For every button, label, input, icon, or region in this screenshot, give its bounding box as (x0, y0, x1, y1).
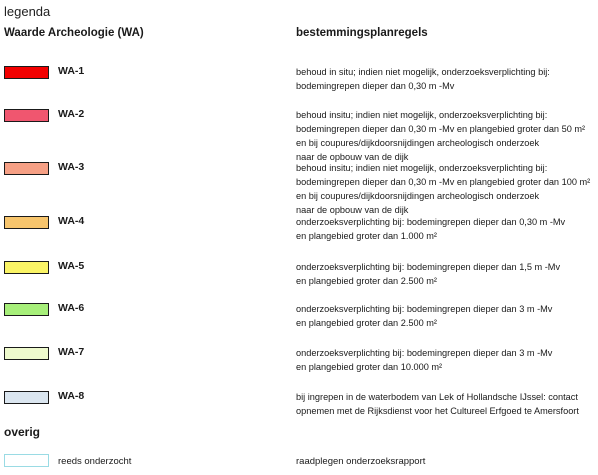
legend-rule (296, 161, 594, 217)
legend-rule (296, 346, 594, 374)
rule-line: behoud in situ; indien niet mogelijk, onderzoeksverplichting bij: (296, 67, 550, 77)
legend-swatch (4, 109, 49, 122)
column-heading-left: Waarde Archeologie (WA) (4, 27, 144, 39)
rule-line: en plangebied groter dan 10.000 m² (296, 362, 443, 372)
column-heading-right: bestemmingsplanregels (296, 27, 428, 39)
rule-line: en plangebied groter dan 2.500 m² (296, 318, 437, 328)
legend-rule (296, 65, 594, 93)
rule-line: onderzoeksverplichting bij: bodemingrepen dieper dan 1,5 m -Mv (296, 262, 561, 272)
rule-line: en bij coupures/dijkdoorsnijdingen archeologisch onderzoek (296, 138, 540, 148)
legend-swatch (4, 216, 49, 229)
legend-code: WA-4 (58, 215, 85, 227)
legend-code: WA-2 (58, 108, 85, 120)
rule-line: bodemingrepen dieper dan 0,30 m -Mv en plangebied groter dan 100 m² (296, 177, 591, 187)
rule-line: en plangebied groter dan 1.000 m² (296, 231, 437, 241)
legend-swatch (4, 347, 49, 360)
legend-code: WA-5 (58, 260, 85, 272)
legend-swatch (4, 162, 49, 175)
rule-line: behoud insitu; indien niet mogelijk, onderzoeksverplichting bij: (296, 163, 548, 173)
legend-swatch (4, 303, 49, 316)
rule-line: behoud insitu; indien niet mogelijk, onderzoeksverplichting bij: (296, 110, 548, 120)
legend-rule (296, 302, 594, 330)
legend-swatch (4, 261, 49, 274)
overig-swatch (4, 454, 49, 467)
rule-line: en bij coupures/dijkdoorsnijdingen archeologisch onderzoek (296, 191, 540, 201)
legend-swatch (4, 66, 49, 79)
rule-line: en plangebied groter dan 2.500 m² (296, 276, 437, 286)
overig-rule: raadplegen onderzoeksrapport (296, 456, 426, 467)
overig-heading: overig (4, 425, 41, 439)
legend-code: WA-7 (58, 346, 85, 358)
legend-code: WA-8 (58, 390, 85, 402)
legend-swatch (4, 391, 49, 404)
rule-line: naar de opbouw van de dijk (296, 152, 409, 162)
rule-line: opnemen met de Rijksdienst voor het Cultureel Erfgoed te Amersfoort (296, 406, 579, 416)
rule-line: bodemingrepen dieper dan 0,30 m -Mv en plangebied groter dan 50 m² (296, 124, 586, 134)
rule-line: onderzoeksverplichting bij: bodemingrepen dieper dan 3 m -Mv (296, 348, 553, 358)
legend-code: WA-1 (58, 65, 85, 77)
rule-line: onderzoeksverplichting bij: bodemingrepen dieper dan 3 m -Mv (296, 304, 553, 314)
rule-line: naar de opbouw van de dijk (296, 205, 409, 215)
overig-label: reeds onderzocht (58, 456, 132, 467)
legend-code: WA-6 (58, 302, 85, 314)
legend-rule (296, 108, 594, 164)
rule-line: bij ingrepen in de waterbodem van Lek of Hollandsche IJssel: contact (296, 392, 578, 402)
rule-line: bodemingrepen dieper dan 0,30 m -Mv (296, 81, 455, 91)
legend-code: WA-3 (58, 161, 85, 173)
legend-rule (296, 390, 594, 418)
legend-title: legenda (4, 4, 51, 19)
legend-rule (296, 215, 594, 243)
legend-rule (296, 260, 594, 288)
rule-line: onderzoeksverplichting bij: bodemingrepen dieper dan 0,30 m -Mv (296, 217, 566, 227)
